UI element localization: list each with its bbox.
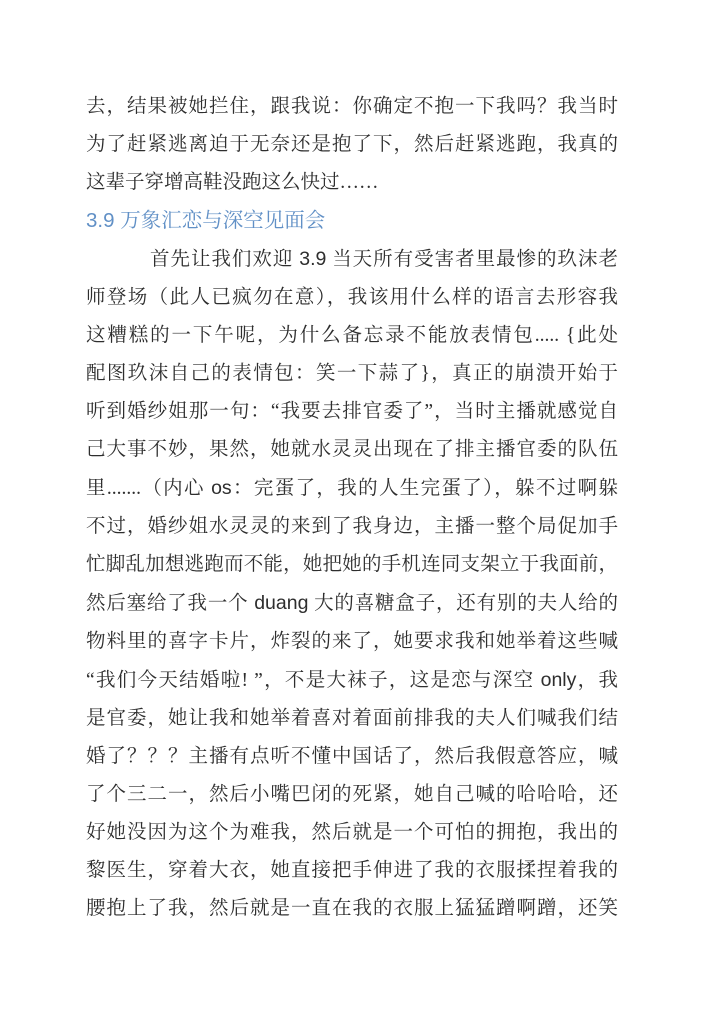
document-content: [86, 88, 618, 928]
text-line: 配图玖沫自己的表情包：笑一下蒜了}，真正的崩溃开始于: [86, 363, 618, 384]
text-line: 好她没因为这个为难我，然后就是一个可怕的拥抱，我出的: [86, 822, 618, 843]
text-line: 忙脚乱加想逃跑而不能，她把她的手机连同支架立于我面前，: [86, 554, 618, 575]
text-line: 听到婚纱姐那一句：“我要去排官委了”，当时主播就感觉自: [86, 401, 618, 422]
text-line: 师登场（此人已疯勿在意），我该用什么样的语言去形容我: [86, 287, 618, 308]
latin-text: 3.9: [86, 209, 115, 232]
text-line: 物料里的喜字卡片，炸裂的来了，她要求我和她举着这些喊: [86, 631, 618, 652]
latin-text: duang: [254, 592, 309, 614]
text-line: 了个三二一，然后小嘴巴闭的死紧，她自己喊的哈哈哈，还: [86, 784, 618, 805]
text-line: 这糟糕的一下午呢，为什么备忘录不能放表情包..... {此处: [86, 325, 618, 346]
text-line: 里.......（内心 os：完蛋了，我的人生完蛋了），躲不过啊躲: [86, 477, 618, 499]
text-line: 黎医生，穿着大衣，她直接把手伸进了我的衣服揉捏着我的: [86, 860, 618, 881]
text-line: 这辈子穿增高鞋没跑这么快过……: [86, 172, 379, 193]
text-line: 然后塞给了我一个 duang 大的喜糖盒子，还有别的夫人给的: [86, 592, 618, 614]
latin-text: 3.9: [299, 248, 327, 270]
text-line: 为了赶紧逃离迫于无奈还是抱了下，然后赶紧逃跑，我真的: [86, 134, 618, 155]
text-line: 首先让我们欢迎 3.9 当天所有受害者里最惨的玖沫老: [150, 248, 618, 270]
text-line: 己大事不妙，果然，她就水灵灵出现在了排主播官委的队伍: [86, 439, 618, 460]
text-line: “我们今天结婚啦! ”，不是大袜子，这是恋与深空 only，我: [86, 669, 618, 691]
section-heading: 3.9 万象汇恋与深空见面会: [86, 209, 326, 232]
text-line: 是官委，她让我和她举着喜对着面前排我的夫人们喊我们结: [86, 708, 618, 729]
text-line: 腰抱上了我，然后就是一直在我的衣服上猛猛蹭啊蹭，还笑: [86, 898, 618, 919]
text-line: 婚了？？？主播有点听不懂中国话了，然后我假意答应，喊: [86, 746, 618, 767]
latin-text: os: [211, 477, 232, 499]
text-line: 不过，婚纱姐水灵灵的来到了我身边，主播一整个局促加手: [86, 516, 618, 537]
latin-text: only: [540, 669, 577, 691]
text-line: 去，结果被她拦住，跟我说：你确定不抱一下我吗？我当时: [86, 96, 618, 117]
